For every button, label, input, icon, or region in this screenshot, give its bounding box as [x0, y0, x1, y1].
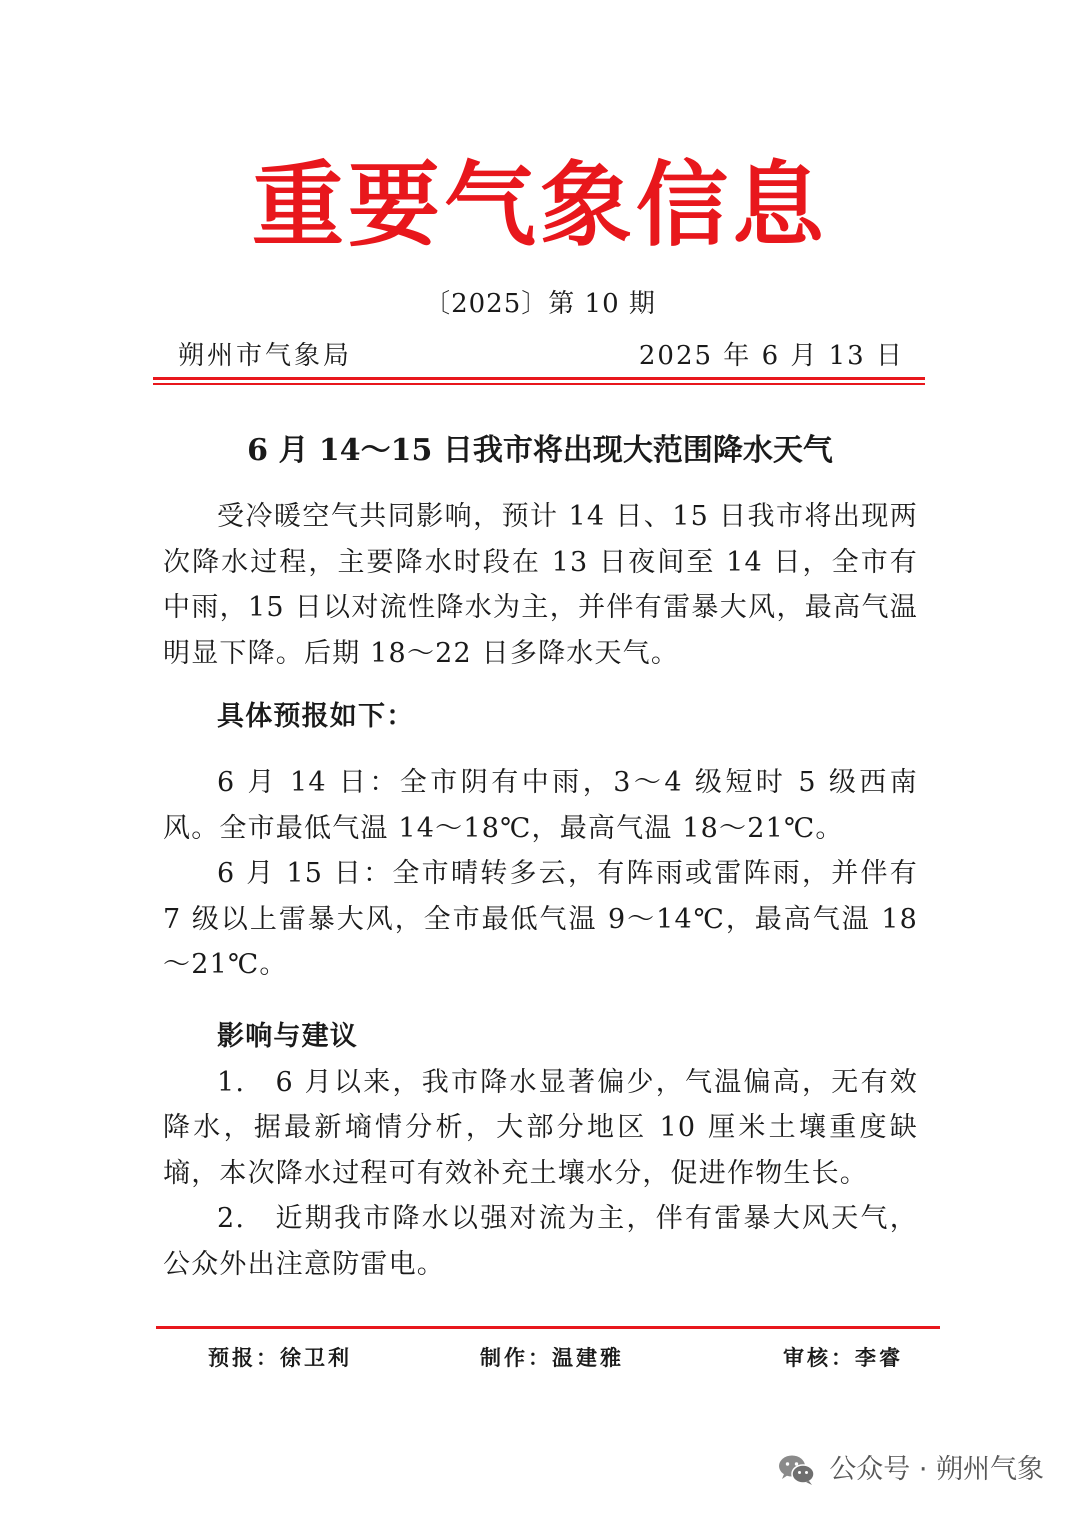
advice-item-1: 1. 6 月以来，我市降水显著偏少，气温偏高，无有效降水，据最新墒情分析，大部分地区 10 厘米土壤重度缺墒，本次降水过程可有效补充土壤水分，促进作物生长。	[163, 1066, 918, 1189]
forecast-day-1: 6 月 14 日：全市阴有中雨，3～4 级短时 5 级西南风。全市最低气温 14～18℃，最高气温 18～21℃。	[163, 767, 918, 844]
issuing-organization: 朔州市气象局	[178, 341, 353, 371]
header-divider-thick	[153, 377, 925, 380]
forecaster-credit: 预报：徐卫利	[208, 1345, 352, 1370]
masthead-title: 重要气象信息	[251, 151, 828, 259]
wechat-icon	[777, 1453, 817, 1487]
watermark-text: 公众号 · 朔州气象	[829, 1454, 1044, 1485]
issue-date: 2025 年 6 月 13 日	[638, 341, 904, 371]
reviewer-credit: 审核：李睿	[783, 1345, 903, 1370]
wechat-watermark	[777, 1450, 1044, 1490]
advice-heading: 影响与建议	[217, 1020, 358, 1052]
document-title: 6 月 14～15 日我市将出现大范围降水天气	[247, 433, 833, 468]
footer-divider	[156, 1326, 940, 1329]
intro-paragraph: 受冷暖空气共同影响，预计 14 日、15 日我市将出现两次降水过程，主要降水时段在 13 日夜间至 14 日，全市有中雨，15 日以对流性降水为主，并伴有雷暴大风，最高气温明显下降。后期 18～22 日多降水天气。	[163, 501, 918, 669]
producer-credit: 制作：温建雅	[480, 1345, 624, 1370]
forecast-day-2: 6 月 15 日：全市晴转多云，有阵雨或雷阵雨，并伴有 7 级以上雷暴大风，全市最低气温 9～14℃，最高气温 18～21℃。	[163, 858, 918, 980]
issue-number: 〔2025〕第 10 期	[424, 289, 656, 319]
header-divider-thin	[153, 383, 925, 385]
document-body	[163, 494, 918, 1287]
advice-item-2: 2. 近期我市降水以强对流为主，伴有雷暴大风天气，公众外出注意防雷电。	[163, 1203, 918, 1280]
forecast-heading: 具体预报如下：	[217, 701, 415, 732]
